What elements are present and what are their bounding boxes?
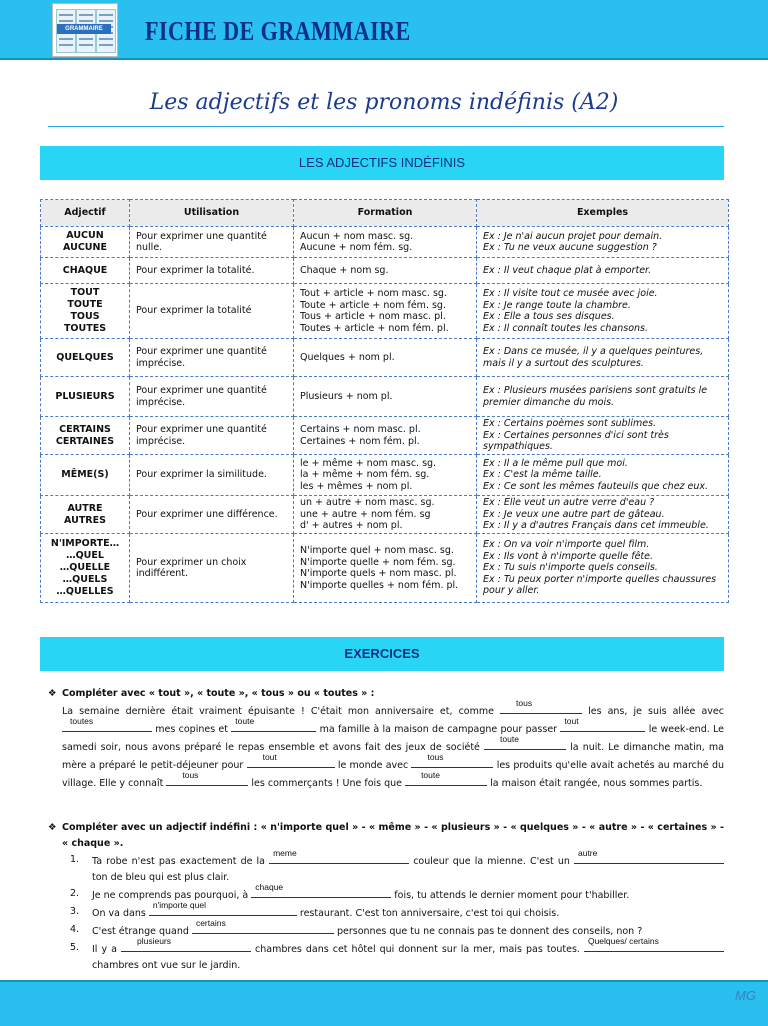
usage-cell: Pour exprimer une quantité imprécise. bbox=[130, 377, 294, 417]
formation-cell: un + autre + nom masc. sg. une + autre + nom fém. sg d' + autres + nom pl. bbox=[294, 496, 477, 534]
column-header: Adjectif bbox=[41, 200, 130, 227]
adjective-cell: MÊME(S) bbox=[41, 455, 130, 496]
adjective-cell: CHAQUE bbox=[41, 258, 130, 284]
diamond-bullet-icon: ❖ bbox=[48, 688, 57, 699]
page-title: Les adjectifs et les pronoms indéfinis (A2) bbox=[149, 90, 619, 115]
list-item: 5. Il y a plusieurs chambres dans cet hôtel qui donnent sur la mer, mais pas toutes. Quelques/ certains chambres ont vue sur le jardin. bbox=[62, 940, 724, 974]
exercise-paragraph: La semaine dernière était vraiment épuisante ! C'était mon anniversaire et, comme tous les ans, je suis allée avec toutes mes copines et toute ma famille à la maison de campagne pour passer tout le week-end. Le samedi soir, nous avons préparé le repas ensemble et avons fait des jeux de société toute la nuit. Le dimanche matin, ma mère a préparé le petit-déjeuner pour tout le monde avec tous les produits qu'elle avait achetés au marché du village. Elle y connaît tous les commerçants ! Une fois que toute la maison était rangée, nous sommes partis. bbox=[62, 698, 725, 789]
answer-blank[interactable]: tous bbox=[411, 756, 493, 768]
example-cell: Ex : Il a le même pull que moi. Ex : C'est la même taille. Ex : Ce sont les mêmes fauteuils que chez eux. bbox=[477, 455, 729, 496]
list-item: 1. Ta robe n'est pas exactement de la meme couleur que la mienne. C'est un autre ton de bleu qui est plus clair. bbox=[62, 852, 724, 886]
exercise-instruction: ❖ Compléter avec « tout », « toute », « tous » ou « toutes » : bbox=[62, 686, 724, 702]
table-row bbox=[41, 258, 729, 284]
formation-cell: Plusieurs + nom pl. bbox=[294, 377, 477, 417]
formation-cell: Certains + nom masc. pl. Certaines + nom fém. pl. bbox=[294, 417, 477, 455]
usage-cell: Pour exprimer une quantité imprécise. bbox=[130, 339, 294, 377]
example-cell: Ex : Je n'ai aucun projet pour demain. Ex : Tu ne veux aucune suggestion ? bbox=[477, 227, 729, 258]
answer-blank[interactable]: tous bbox=[166, 774, 248, 786]
usage-cell: Pour exprimer une quantité nulle. bbox=[130, 227, 294, 258]
table-header-row bbox=[41, 200, 729, 227]
answer-blank[interactable]: autre bbox=[574, 852, 724, 864]
adjective-cell: AUCUN AUCUNE bbox=[41, 227, 130, 258]
answer-blank[interactable]: toutes bbox=[62, 720, 152, 732]
example-cell: Ex : Dans ce musée, il y a quelques peintures, mais il y a surtout des sculptures. bbox=[477, 339, 729, 377]
example-cell: Ex : Elle veut un autre verre d'eau ? Ex : Je veux une autre part de gâteau. Ex : Il y a d'autres Français dans cet immeuble. bbox=[477, 496, 729, 534]
formation-cell: Chaque + nom sg. bbox=[294, 258, 477, 284]
answer-blank[interactable]: tous bbox=[500, 702, 582, 714]
author-initials: MG bbox=[735, 988, 756, 1003]
answer-blank[interactable]: chaque bbox=[251, 886, 391, 898]
table-row bbox=[41, 534, 729, 603]
formation-cell: N'importe quel + nom masc. sg. N'importe quelle + nom fém. sg. N'importe quels + nom masc. pl. N'importe quelles + nom fém. pl. bbox=[294, 534, 477, 603]
column-header: Utilisation bbox=[130, 200, 294, 227]
adjective-cell: PLUSIEURS bbox=[41, 377, 130, 417]
table-row bbox=[41, 339, 729, 377]
formation-cell: le + même + nom masc. sg. la + même + nom fém. sg. les + mêmes + nom pl. bbox=[294, 455, 477, 496]
adjective-cell: QUELQUES bbox=[41, 339, 130, 377]
section-title-adjectifs: LES ADJECTIFS INDÉFINIS bbox=[40, 146, 724, 180]
table-row bbox=[41, 417, 729, 455]
list-item: 3. On va dans n'importe quel restaurant. C'est ton anniversaire, c'est toi qui choisis. bbox=[70, 900, 560, 919]
answer-blank[interactable]: toute bbox=[405, 774, 487, 786]
grammar-sheet-logo bbox=[52, 3, 118, 57]
page-header-title: FICHE DE GRAMMAIRE bbox=[145, 16, 411, 46]
table-row bbox=[41, 227, 729, 258]
formation-cell: Tout + article + nom masc. sg. Toute + article + nom fém. sg. Tous + article + nom masc. pl. Toutes + article + nom fém. pl. bbox=[294, 284, 477, 339]
list-item: 4. C'est étrange quand certains personnes que tu ne connais pas te donnent des conseils, non ? bbox=[70, 918, 643, 937]
formation-cell: Quelques + nom pl. bbox=[294, 339, 477, 377]
adjective-cell: CERTAINS CERTAINES bbox=[41, 417, 130, 455]
exercise-1 bbox=[48, 686, 725, 792]
usage-cell: Pour exprimer la totalité. bbox=[130, 258, 294, 284]
diamond-bullet-icon: ❖ bbox=[48, 822, 57, 833]
exercise-2 bbox=[48, 820, 724, 974]
usage-cell: Pour exprimer une différence. bbox=[130, 496, 294, 534]
adjective-cell: N'IMPORTE… …QUEL …QUELLE …QUELS …QUELLES bbox=[41, 534, 130, 603]
example-cell: Ex : Il visite tout ce musée avec joie. Ex : Je range toute la chambre. Ex : Elle a tous ses disques. Ex : Il connaît toutes les chansons. bbox=[477, 284, 729, 339]
usage-cell: Pour exprimer la totalité bbox=[130, 284, 294, 339]
header-bar bbox=[0, 0, 768, 60]
answer-blank[interactable]: Quelques/ certains bbox=[584, 940, 724, 952]
example-cell: Ex : Plusieurs musées parisiens sont gratuits le premier dimanche du mois. bbox=[477, 377, 729, 417]
usage-cell: Pour exprimer un choix indifférent. bbox=[130, 534, 294, 603]
list-item: 2. Je ne comprends pas pourquoi, à chaque fois, tu attends le dernier moment pour t'habiller. bbox=[70, 882, 630, 901]
answer-blank[interactable]: toute bbox=[231, 720, 316, 732]
exercise-instruction: ❖ Compléter avec un adjectif indéfini : « n'importe quel » - « même » - « plusieurs » - « quelques » - « autre » - « certaines » - « chaque ». bbox=[48, 822, 724, 849]
table-row bbox=[41, 284, 729, 339]
section-title-exercices: EXERCICES bbox=[40, 637, 724, 671]
answer-blank[interactable]: certains bbox=[192, 922, 334, 934]
answer-blank[interactable]: tout bbox=[560, 720, 645, 732]
example-cell: Ex : Certains poèmes sont sublimes. Ex : Certaines personnes d'ici sont très sympathiques. bbox=[477, 417, 729, 455]
answer-blank[interactable]: plusieurs bbox=[121, 940, 251, 952]
answer-blank[interactable]: tout bbox=[247, 756, 335, 768]
column-header: Formation bbox=[294, 200, 477, 227]
usage-cell: Pour exprimer la similitude. bbox=[130, 455, 294, 496]
table-row bbox=[41, 455, 729, 496]
column-header: Exemples bbox=[477, 200, 729, 227]
answer-blank[interactable]: toute bbox=[484, 738, 566, 750]
title-divider bbox=[48, 126, 724, 127]
answer-blank[interactable]: meme bbox=[269, 852, 409, 864]
logo-label: GRAMMAIRE bbox=[57, 24, 111, 34]
example-cell: Ex : Il veut chaque plat à emporter. bbox=[477, 258, 729, 284]
answer-blank[interactable]: n'importe quel bbox=[149, 904, 297, 916]
adjective-cell: TOUT TOUTE TOUS TOUTES bbox=[41, 284, 130, 339]
footer-bar bbox=[0, 980, 768, 1026]
adjectifs-table bbox=[40, 199, 729, 603]
usage-cell: Pour exprimer une quantité imprécise. bbox=[130, 417, 294, 455]
adjective-cell: AUTRE AUTRES bbox=[41, 496, 130, 534]
table-row bbox=[41, 377, 729, 417]
formation-cell: Aucun + nom masc. sg. Aucune + nom fém. sg. bbox=[294, 227, 477, 258]
table-row bbox=[41, 496, 729, 534]
example-cell: Ex : On va voir n'importe quel film. Ex : Ils vont à n'importe quelle fête. Ex : Tu suis n'importe quels conseils. Ex : Tu peux porter n'importe quelles chaussures pour y aller. bbox=[477, 534, 729, 603]
